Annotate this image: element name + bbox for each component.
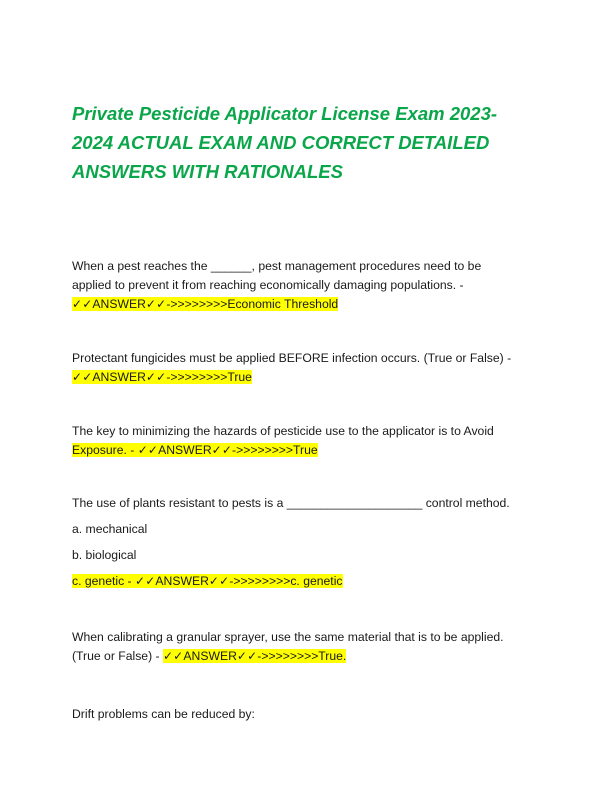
option-a: a. mechanical: [72, 522, 148, 536]
question-text: The use of plants resistant to pests is a ____________________ control method.: [72, 496, 510, 510]
question-text: The key to minimizing the hazards of pesticide use to the applicator is to Avoid: [72, 424, 494, 438]
question-6: [72, 705, 542, 724]
question-text: When calibrating a granular sprayer, use the same material that is to be applied.: [72, 630, 504, 644]
answer-highlight: c. genetic - ✓✓ANSWER✓✓->>>>>>>>c. genetic: [72, 574, 343, 588]
answer-highlight: Exposure. - ✓✓ANSWER✓✓->>>>>>>>True: [72, 443, 318, 457]
question-text: Drift problems can be reduced by:: [72, 707, 255, 721]
answer-highlight: ✓✓ANSWER✓✓->>>>>>>>True: [72, 370, 252, 384]
question-text: (True or False) -: [72, 649, 163, 663]
title-line: Private Pesticide Applicator License Exam 2023-: [72, 103, 498, 124]
question-4: [72, 494, 542, 591]
answer-highlight: ✓✓ANSWER✓✓->>>>>>>>Economic Threshold: [72, 297, 339, 311]
question-text: Protectant fungicides must be applied BEFORE infection occurs. (True or False) -: [72, 351, 512, 365]
title-line: 2024 ACTUAL EXAM AND CORRECT DETAILED: [72, 132, 490, 153]
answer-highlight: ✓✓ANSWER✓✓->>>>>>>>True.: [162, 649, 347, 663]
question-2: [72, 349, 542, 387]
question-1: [72, 257, 542, 314]
option-b: b. biological: [72, 548, 137, 562]
question-text: When a pest reaches the ______, pest management procedures need to be: [72, 259, 482, 273]
question-3: [72, 422, 542, 460]
title-line: ANSWERS WITH RATIONALES: [72, 161, 343, 182]
document-title: [72, 99, 542, 186]
question-5: [72, 628, 542, 666]
question-text: applied to prevent it from reaching economically damaging populations. -: [72, 278, 464, 292]
